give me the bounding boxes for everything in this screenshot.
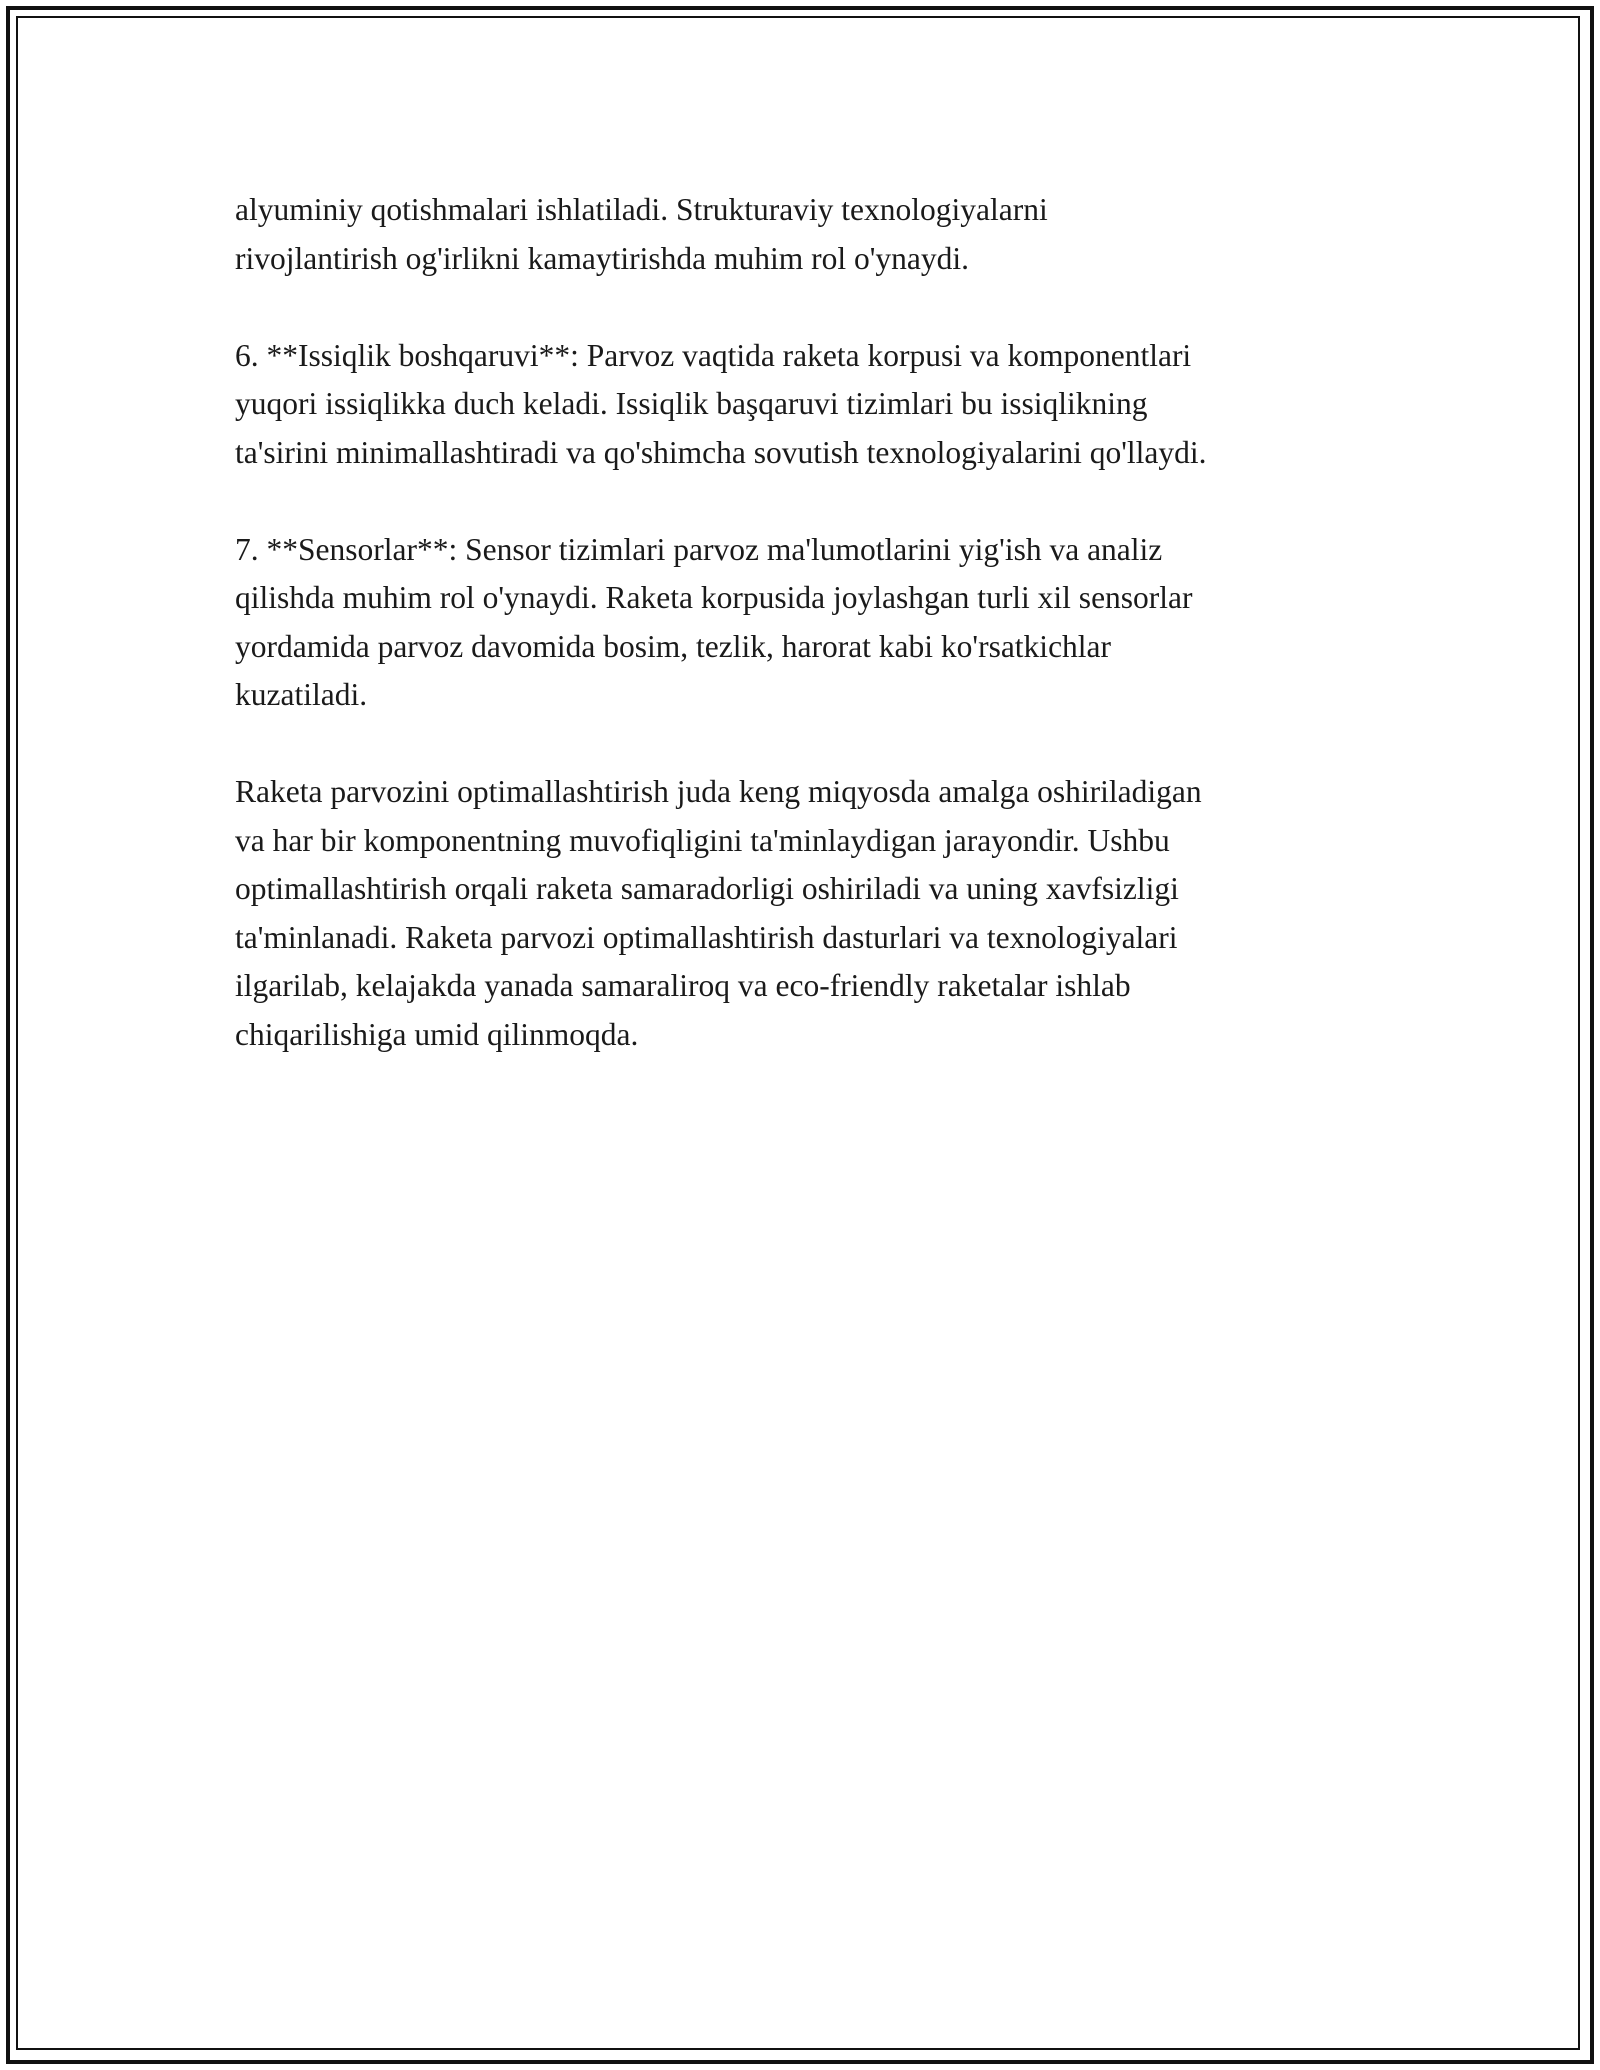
text-line: 7. **Sensorlar**: Sensor tizimlari parvoz ma'lumotlarini yig'ish va analiz xyxy=(235,531,1163,567)
text-line: ilgarilab, kelajakda yanada samaraliroq va eco-friendly raketalar ishlab xyxy=(235,968,1131,1003)
paragraph-structural-tech xyxy=(235,186,1395,283)
paragraph-sensors xyxy=(235,526,1395,720)
text-line: chiqarilishiga umid qilinmoqda. xyxy=(235,1016,639,1052)
paragraph-conclusion xyxy=(235,768,1395,1059)
text-line: 6. **Issiqlik boshqaruvi**: Parvoz vaqtida raketa korpusi va komponentlari xyxy=(235,337,1192,373)
text-line: yordamida parvoz davomida bosim, tezlik, harorat kabi ko'rsatkichlar xyxy=(235,628,1112,664)
document-body xyxy=(235,186,1395,1108)
text-line: optimallashtirish orqali raketa samaradorligi oshiriladi va uning xavfsizligi xyxy=(235,871,1179,906)
text-line: ta'minlanadi. Raketa parvozi optimallashtirish dasturlari va texnologiyalari xyxy=(235,919,1178,955)
text-line: ta'sirini minimallashtiradi va qo'shimcha sovutish texnologiyalarini qo'llaydi. xyxy=(235,434,1207,470)
text-line: qilishda muhim rol o'ynaydi. Raketa korpusida joylashgan turli xil sensorlar xyxy=(235,580,1193,615)
text-line: yuqori issiqlikka duch keladi. Issiqlik başqaruvi tizimlari bu issiqlikning xyxy=(235,386,1148,421)
paragraph-heat-management xyxy=(235,332,1395,478)
text-line: kuzatiladi. xyxy=(235,677,368,712)
text-line: va har bir komponentning muvofiqligini ta'minlaydigan jarayondir. Ushbu xyxy=(235,822,1170,858)
text-line: alyuminiy qotishmalari ishlatiladi. Strukturaviy texnologiyalarni xyxy=(235,192,1048,227)
text-line: Raketa parvozini optimallashtirish juda keng miqyosda amalga oshiriladigan xyxy=(235,774,1202,809)
text-line: rivojlantirish og'irlikni kamaytirishda muhim rol o'ynaydi. xyxy=(235,240,970,276)
